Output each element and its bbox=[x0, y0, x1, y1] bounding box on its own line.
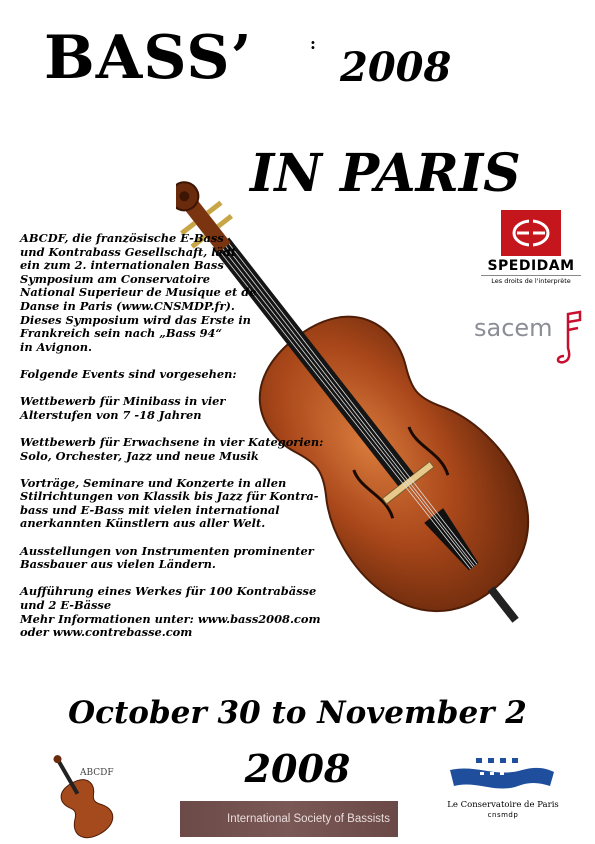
sacem-name: sacem bbox=[474, 314, 553, 342]
event-lectures: Vorträge, Seminare und Konzerte in allen Stilrichtungen von Klassik bis Jazz für Kontra- bass und E-Bass mit vielen international anerkannten Künstlern aus aller Welt. bbox=[20, 475, 319, 531]
abcdf-logo bbox=[44, 750, 124, 840]
cnsm-flag-icon bbox=[446, 756, 558, 798]
intro-paragraph: ABCDF, die französische E-Bass und Kontrabass Gesellschaft, lädt ein zum 2. internationalen Bass Symposium am Conservatoire National Superieur de Musique et de Danse in Paris (www.CNSMDP.fr). Dieses Symposium wird das Erste in Frankreich sein nach „Bass 94“ in Avignon. bbox=[20, 231, 257, 354]
small-bass-icon bbox=[44, 750, 124, 840]
spedidam-logo bbox=[475, 210, 587, 285]
sacem-logo bbox=[474, 308, 589, 368]
spedidam-emblem-icon bbox=[509, 216, 553, 250]
cnsm-code: cnsmdp bbox=[487, 811, 519, 819]
event-exhibition: Ausstellungen von Instrumenten prominenter Bassbauer aus vielen Ländern. bbox=[20, 543, 314, 572]
title-city: IN PARIS bbox=[250, 143, 521, 204]
isb-name: International Society of Bassists bbox=[227, 813, 390, 825]
abcdf-label: ABCDF bbox=[80, 768, 114, 778]
isb-logo bbox=[180, 801, 398, 837]
spedidam-tagline: Les droits de l'interprète bbox=[481, 275, 581, 285]
event-adults: Wettbewerb für Erwachsene in vier Kategorien: Solo, Orchester, Jazz und neue Musik bbox=[20, 434, 324, 463]
title-year: 2008 bbox=[340, 44, 452, 91]
cnsm-logo bbox=[438, 756, 568, 836]
event-description bbox=[20, 232, 360, 640]
more-info: Mehr Informationen unter: www.bass2008.com oder www.contrebasse.com bbox=[20, 611, 321, 640]
event-dates: October 30 to November 2 bbox=[68, 695, 527, 731]
title-ornament: : bbox=[310, 34, 316, 53]
event-year: 2008 bbox=[244, 746, 351, 791]
events-heading: Folgende Events sind vorgesehen: bbox=[20, 366, 237, 381]
spedidam-name: SPEDIDAM bbox=[487, 258, 575, 274]
title-bass: BASS’ bbox=[44, 23, 253, 93]
event-minibass: Wettbewerb für Minibass in vier Alterstufen von 7 -18 Jahren bbox=[20, 394, 226, 422]
cnsm-name: Le Conservatoire de Paris bbox=[447, 800, 559, 810]
spedidam-emblem bbox=[501, 210, 561, 256]
music-note-icon bbox=[554, 308, 584, 364]
event-performance: Aufführung eines Werkes für 100 Kontrabässe und 2 E-Bässe bbox=[20, 584, 317, 613]
